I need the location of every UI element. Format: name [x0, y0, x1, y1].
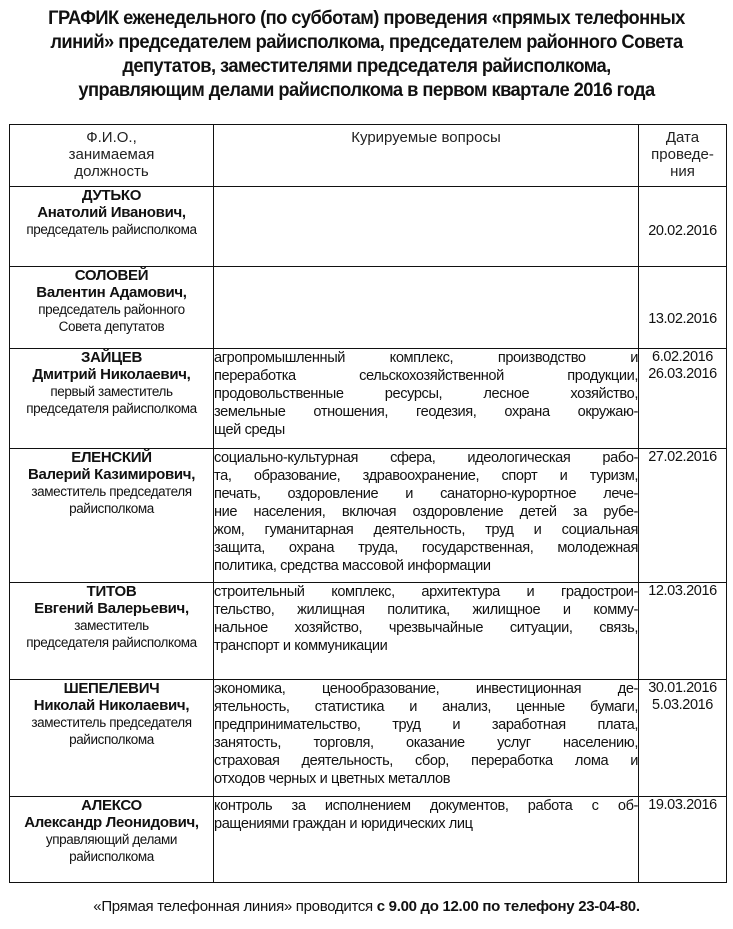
official-position: заместитель	[74, 618, 149, 633]
topics-cell	[214, 349, 639, 449]
topic-line: продовольственные ресурсы, лесное хозяйство,	[214, 386, 638, 402]
header-topics: Курируемые вопросы	[214, 125, 639, 187]
official-surname: ЗАЙЦЕВ	[80, 349, 142, 366]
header-date-line: ния	[670, 163, 695, 180]
footer-emphasis: с 9.00 до 12.00 по телефону 23-04-80.	[376, 898, 640, 915]
header-date-line: проведе-	[651, 146, 714, 163]
topic-line: страховая деятельность, сбор, переработка лома и	[214, 753, 638, 769]
date-cell	[639, 583, 727, 680]
table-row	[10, 797, 727, 883]
topic-line: политика, средства массовой информации	[214, 558, 491, 574]
document-title	[30, 6, 704, 102]
session-date: 13.02.2016	[648, 311, 717, 327]
official-position: председатель райисполкома	[26, 222, 197, 237]
official-position: заместитель председателя	[31, 715, 192, 730]
session-date: 6.02.2016	[652, 349, 713, 365]
topic-line: предпринимательство, труд и заработная плата,	[214, 717, 638, 733]
topics-cell	[214, 187, 639, 267]
title-line: управляющим делами райисполкома в первом квартале 2016 года	[78, 79, 655, 101]
footer-note	[0, 898, 733, 915]
topic-line: печать, оздоровление и санаторно-курортное лече-	[214, 486, 638, 502]
official-position: райисполкома	[69, 849, 154, 864]
topics-cell	[214, 449, 639, 583]
official-cell	[10, 449, 214, 583]
official-position: председателя райисполкома	[26, 635, 197, 650]
official-given-name: Николай Николаевич,	[33, 697, 190, 714]
topic-line: тельство, жилищная политика, жилищное и комму-	[214, 602, 638, 618]
official-given-name: Анатолий Иванович,	[37, 204, 186, 221]
topic-line: переработка сельскохозяйственной продукции,	[214, 368, 638, 384]
topics-cell	[214, 583, 639, 680]
official-given-name: Валентин Адамович,	[36, 284, 187, 301]
official-cell	[10, 267, 214, 349]
topic-line: защита, охрана труда, государственная, молодежная	[214, 540, 638, 556]
table-header-row	[10, 125, 727, 187]
session-date: 26.03.2016	[648, 366, 717, 382]
session-date: 30.01.2016	[648, 680, 717, 696]
official-cell	[10, 187, 214, 267]
official-position: райисполкома	[69, 501, 154, 516]
topic-line: экономика, ценообразование, инвестиционная де-	[214, 681, 638, 697]
official-given-name: Евгений Валерьевич,	[34, 600, 189, 617]
topic-line: жом, гуманитарная деятельность, труд и социальная	[214, 522, 638, 538]
table-row	[10, 349, 727, 449]
official-position: председателя райисполкома	[26, 401, 197, 416]
session-date: 12.03.2016	[648, 583, 717, 599]
table-row	[10, 187, 727, 267]
header-name-line: занимаемая	[68, 146, 155, 163]
official-surname: СОЛОВЕЙ	[74, 267, 149, 284]
date-cell	[639, 449, 727, 583]
official-position: заместитель председателя	[31, 484, 192, 499]
official-surname: ДУТЬКО	[81, 187, 142, 204]
date-cell	[639, 680, 727, 797]
topic-line: социально-культурная сфера, идеологическая рабо-	[214, 450, 638, 466]
official-position: райисполкома	[69, 732, 154, 747]
topic-line: ращениями граждан и юридических лиц	[214, 816, 473, 832]
header-date	[639, 125, 727, 187]
official-surname: АЛЕКСО	[81, 797, 142, 814]
official-position: председатель районного	[38, 302, 185, 317]
official-cell	[10, 349, 214, 449]
footer-prefix: «Прямая телефонная линия» проводится	[93, 898, 377, 915]
topic-line: ятельность, статистика и анализ, ценные бумаги,	[214, 699, 638, 715]
topic-line: нальное хозяйство, чрезвычайные ситуации, связь,	[214, 620, 638, 636]
topic-line: земельные отношения, геодезия, охрана окружаю-	[214, 404, 638, 420]
topic-line: контроль за исполнением документов, работа с об-	[214, 798, 638, 814]
official-cell	[10, 797, 214, 883]
official-surname: ЕЛЕНСКИЙ	[71, 449, 152, 466]
title-line: депутатов, заместителями председателя райисполкома,	[122, 55, 611, 77]
official-given-name: Дмитрий Николаевич,	[32, 366, 191, 383]
table-row	[10, 583, 727, 680]
topic-line: агропромышленный комплекс, производство и	[214, 350, 638, 366]
official-surname: ТИТОВ	[86, 583, 137, 600]
header-date-line: Дата	[665, 129, 700, 146]
topic-line: транспорт и коммуникации	[214, 638, 388, 654]
table-row	[10, 267, 727, 349]
date-cell	[639, 187, 727, 267]
session-date: 19.03.2016	[648, 797, 717, 813]
official-position: управляющий делами	[45, 832, 178, 847]
official-position: Совета депутатов	[58, 319, 165, 334]
header-name-line: Ф.И.О.,	[86, 129, 137, 146]
official-cell	[10, 680, 214, 797]
official-position: первый заместитель	[50, 384, 173, 399]
table-row	[10, 680, 727, 797]
title-line: линий» председателем райисполкома, председателем районного Совета	[50, 31, 683, 53]
schedule-table	[9, 124, 727, 883]
date-cell	[639, 267, 727, 349]
topics-cell	[214, 267, 639, 349]
official-given-name: Валерий Казимирович,	[27, 466, 196, 483]
title-line: ГРАФИК еженедельного (по субботам) проведения «прямых телефонных	[48, 7, 685, 29]
official-cell	[10, 583, 214, 680]
topic-line: отходов черных и цветных металлов	[214, 771, 451, 787]
session-date: 27.02.2016	[648, 449, 717, 465]
topic-line: щей среды	[214, 422, 285, 438]
date-cell	[639, 797, 727, 883]
date-cell	[639, 349, 727, 449]
topics-cell	[214, 680, 639, 797]
topic-line: ние населения, включая оздоровление детей за рубе-	[214, 504, 638, 520]
table-row	[10, 449, 727, 583]
topic-line: строительный комплекс, архитектура и градострои-	[214, 584, 638, 600]
header-name	[10, 125, 214, 187]
topic-line: занятость, торговля, оказание услуг населению,	[214, 735, 638, 751]
official-surname: ШЕПЕЛЕВИЧ	[63, 680, 160, 697]
header-name-line: должность	[74, 163, 149, 180]
session-date: 5.03.2016	[652, 697, 713, 713]
session-date: 20.02.2016	[648, 223, 717, 239]
official-given-name: Александр Леонидович,	[24, 814, 199, 831]
topic-line: та, образование, здравоохранение, спорт и туризм,	[214, 468, 638, 484]
topics-cell	[214, 797, 639, 883]
